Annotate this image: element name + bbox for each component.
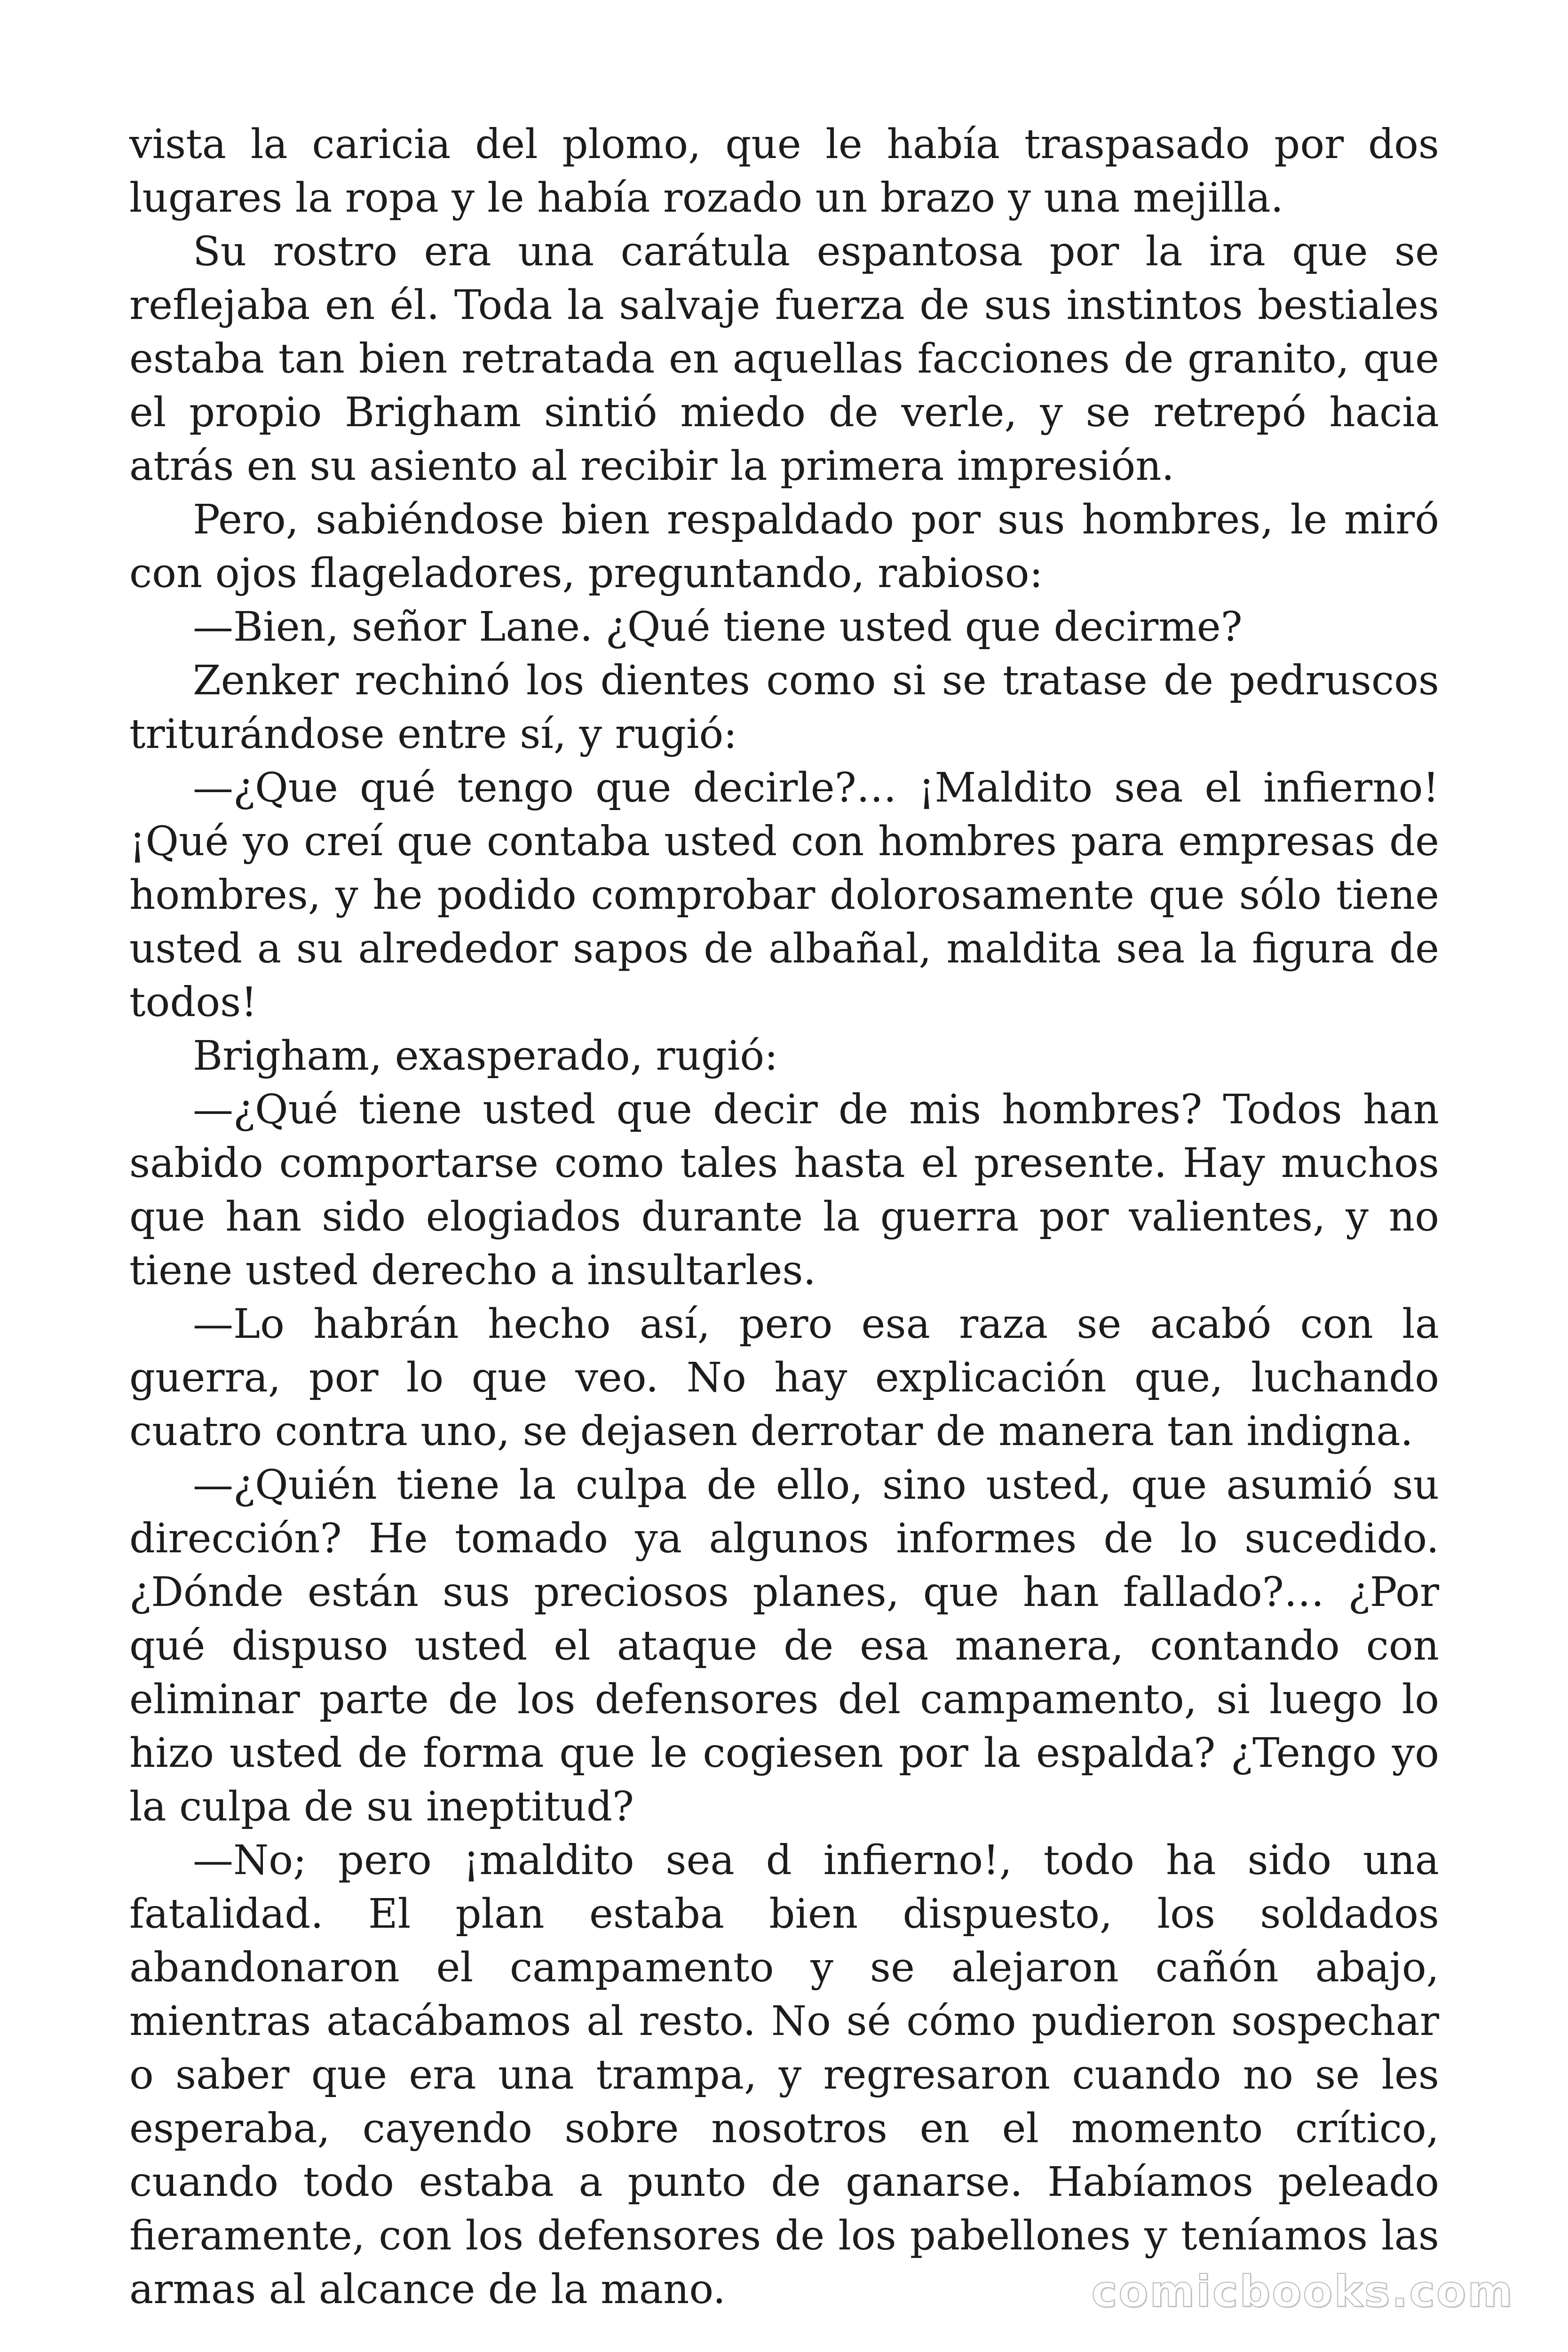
dialogue-line: —Lo habrán hecho así, pero esa raza se acabó con la guerra, por lo que veo. No hay explicación que, luchando cuatro contra uno, se dejasen derrotar de manera tan indigna.	[129, 1301, 1439, 1455]
paragraph-narration: Brigham, exasperado, rugió:	[193, 1033, 778, 1080]
paragraph-continuation: vista la caricia del plomo, que le había traspasado por dos lugares la ropa y le había rozado un brazo y una mejilla.	[129, 121, 1439, 222]
dialogue-line: —¿Qué tiene usted que decir de mis hombres? Todos han sabido comportarse como tales hasta el presente. Hay muchos que han sido elogiados durante la guerra por valientes, y no tiene usted derecho a insultarles.	[129, 1086, 1439, 1294]
dialogue-line: —¿Quién tiene la culpa de ello, sino usted, que asumió su dirección? He tomado ya algunos informes de lo sucedido. ¿Dónde están sus preciosos planes, que han fallado?… ¿Por qué dispuso usted el ataque de esa manera, contando con eliminar parte de los defensores del campamento, si luego lo hizo usted de forma que le cogiesen por la espalda? ¿Tengo yo la culpa de su ineptitud?	[129, 1462, 1439, 1830]
paragraph-description: Su rostro era una carátula espantosa por la ira que se reflejaba en él. Toda la salvaje fuerza de sus instintos bestiales estaba tan bien retratada en aquellas facciones de granito, que el propio Brigham sintió miedo de verle, y se retrepó hacia atrás en su asiento al recibir la primera impresión.	[129, 228, 1439, 490]
paragraph-narration: Zenker rechinó los dientes como si se tratase de pedruscos triturándose entre sí, y rugió:	[129, 657, 1439, 758]
dialogue-line: —¿Que qué tengo que decirle?… ¡Maldito sea el infierno! ¡Qué yo creí que contaba usted con hombres para empresas de hombres, y he podido comprobar dolorosamente que sólo tiene usted a su alrededor sapos de albañal, maldita sea la figura de todos!	[129, 764, 1439, 1026]
body-text	[129, 118, 1439, 2316]
dialogue-line: —No; pero ¡maldito sea d infierno!, todo ha sido una fatalidad. El plan estaba bien dispuesto, los soldados abandonaron el campamento y se alejaron cañón abajo, mientras atacábamos al resto. No sé cómo pudieron sospechar o saber que era una trampa, y regresaron cuando no se les esperaba, cayendo sobre nosotros en el momento crítico, cuando todo estaba a punto de ganarse. Habíamos peleado fieramente, con los defensores de los pabellones y teníamos las armas al alcance de la mano.	[129, 1837, 1439, 2313]
dialogue-line: —Bien, señor Lane. ¿Qué tiene usted que decirme?	[193, 604, 1243, 651]
site-watermark: comicbooks.com	[1091, 2266, 1514, 2317]
paragraph-narration: Pero, sabiéndose bien respaldado por sus hombres, le miró con ojos flageladores, preguntando, rabioso:	[129, 496, 1439, 597]
